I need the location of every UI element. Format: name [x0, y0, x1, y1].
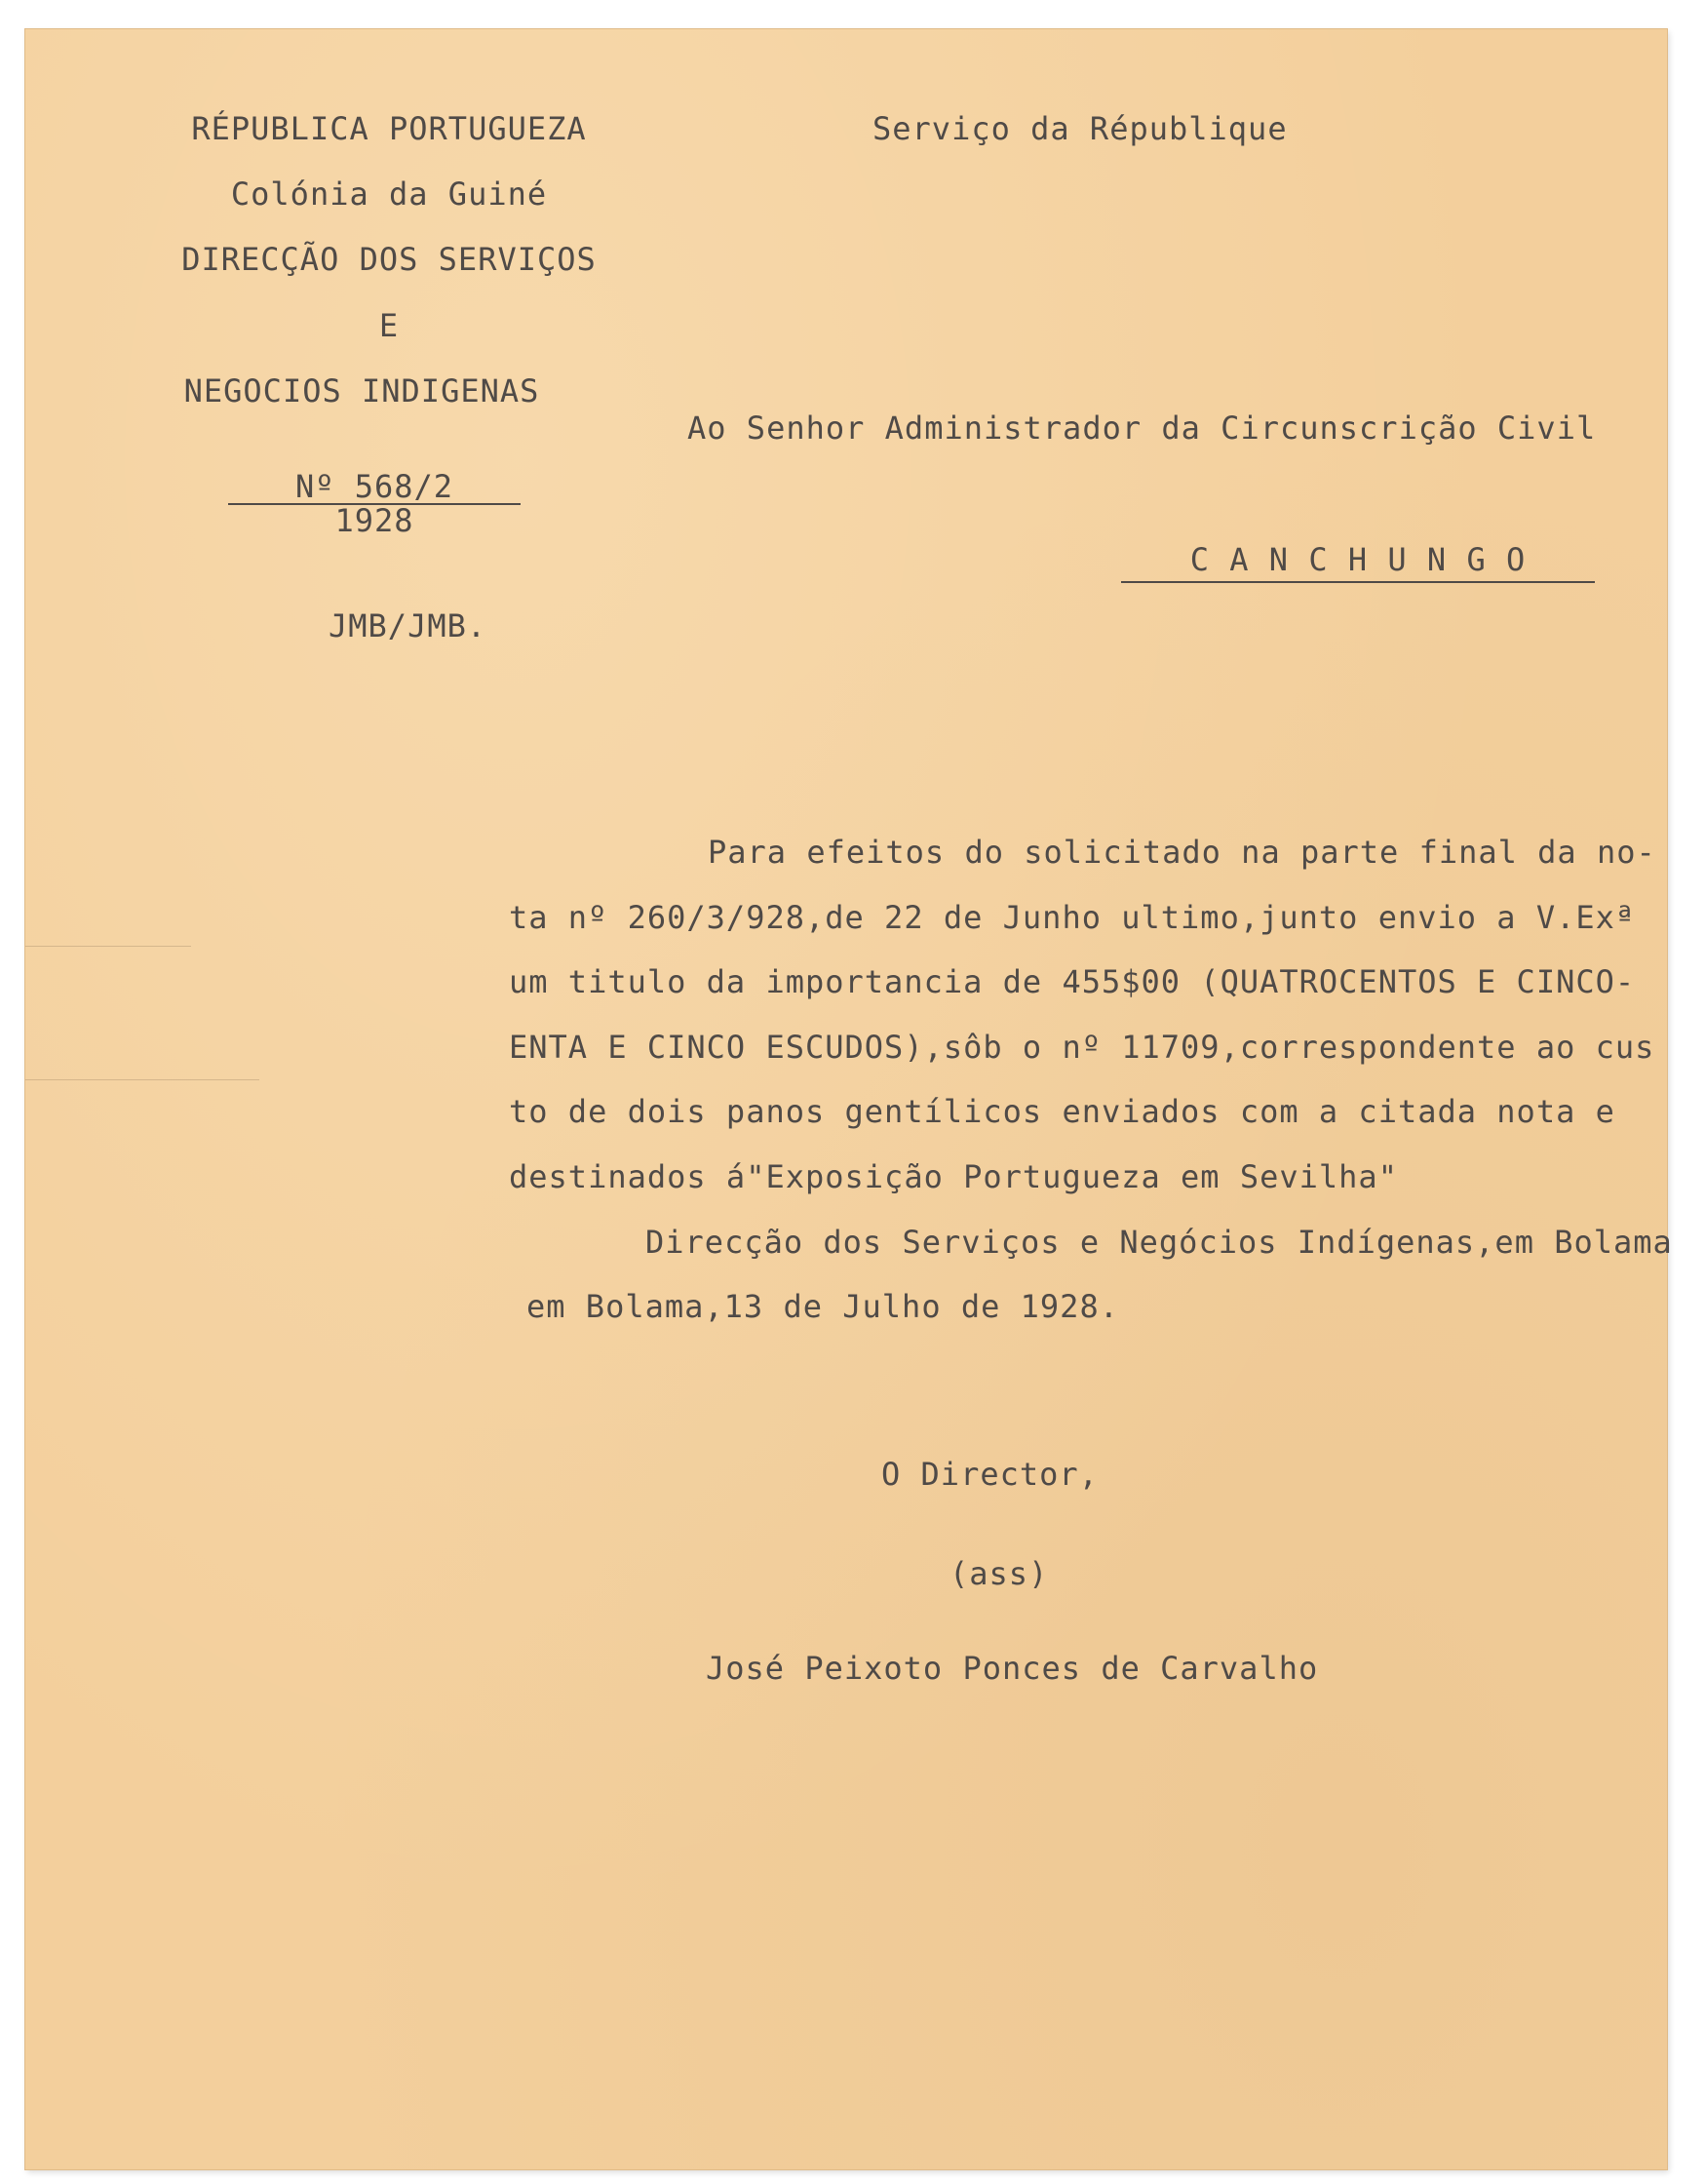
body-line: em Bolama,13 de Julho de 1928.: [526, 1288, 1119, 1325]
signature-ass: (ass): [949, 1555, 1049, 1592]
header-colony: Colónia da Guiné: [230, 176, 548, 213]
body-line: ENTA E CINCO ESCUDOS),sôb o nº 11709,correspondente ao cus: [509, 1029, 1655, 1066]
document-number: Nº 568/2: [228, 470, 521, 505]
body-line: Direcção dos Serviços e Negócios Indígenas,em Bolama: [645, 1224, 1673, 1261]
document-page: [25, 29, 1673, 2169]
typist-initials: JMB/JMB.: [329, 607, 487, 644]
body-line: destinados á"Exposição Portugueza em Sevilha": [509, 1158, 1398, 1195]
service-header: Serviço da République: [872, 110, 1288, 147]
body-line: Para efeitos do solicitado na parte final da no-: [708, 834, 1656, 871]
fold-mark: [25, 946, 191, 947]
document-year: 1928: [334, 502, 414, 539]
header-republic: RÉPUBLICA PORTUGUEZA: [191, 110, 587, 147]
signatory-name: José Peixoto Ponces de Carvalho: [706, 1650, 1319, 1687]
body-line: ta nº 260/3/928,de 22 de Junho ultimo,junto envio a V.Exª: [509, 899, 1636, 936]
header-and: E: [378, 307, 400, 344]
destination-place: C A N C H U N G O: [1121, 538, 1595, 583]
body-line: to de dois panos gentílicos enviados com a citada nota e: [509, 1093, 1615, 1130]
header-indigenous-affairs: NEGOCIOS INDIGENAS: [183, 372, 540, 410]
header-direction: DIRECÇÃO DOS SERVIÇOS: [181, 241, 597, 278]
addressee: Ao Senhor Administrador da Circunscrição Civil: [687, 410, 1597, 447]
signature-title: O Director,: [881, 1456, 1099, 1493]
body-line: um titulo da importancia de 455$00 (QUATROCENTOS E CINCO-: [509, 963, 1636, 1000]
fold-mark: [25, 1079, 259, 1080]
